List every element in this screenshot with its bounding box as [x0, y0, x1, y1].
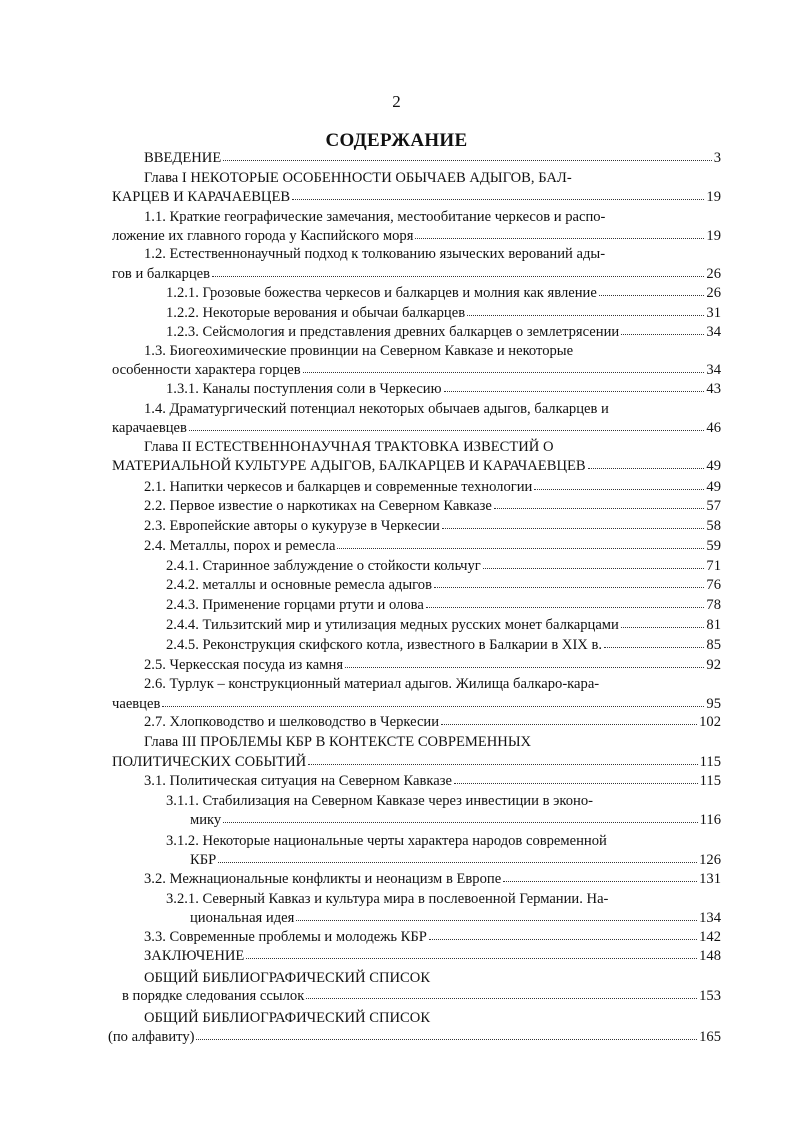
toc-entry-title: циональная идея: [190, 910, 295, 926]
toc-entry: [112, 753, 721, 772]
dot-leader: [441, 720, 697, 725]
toc-entry: [144, 928, 721, 947]
toc-entry-page: 49: [706, 458, 721, 474]
toc-entry-title: 2.3. Европейские авторы о кукурузе в Черкесии: [144, 518, 440, 534]
toc-entry: [122, 987, 721, 1006]
toc-entry-page: 85: [706, 637, 721, 653]
toc-entry: [166, 596, 721, 615]
toc-entry-title: ложение их главного города у Каспийского моря: [112, 228, 414, 244]
toc-entry: [166, 557, 721, 576]
toc-entry-title-line: Глава I НЕКОТОРЫЕ ОСОБЕННОСТИ ОБЫЧАЕВ АДЫГОВ, БАЛ-: [144, 170, 572, 186]
dot-leader: [292, 195, 704, 200]
toc-entry-title: 2.5. Черкесская посуда из камня: [144, 657, 344, 673]
toc-entry-page: 116: [699, 812, 721, 828]
toc-entry-page: 131: [699, 871, 721, 887]
toc-entry-title: МАТЕРИАЛЬНОЙ КУЛЬТУРЕ АДЫГОВ, БАЛКАРЦЕВ И КАРАЧАЕВЦЕВ: [112, 458, 586, 474]
toc-entry-title: мику: [190, 812, 222, 828]
toc-entry: [112, 419, 721, 438]
toc-entry-title: 2.4.4. Тильзитский мир и утилизация медных русских монет балкарцами: [166, 617, 619, 633]
toc-entry-page: 71: [706, 558, 721, 574]
dot-leader: [415, 234, 704, 239]
toc-entry-title: 3.3. Современные проблемы и молодежь КБР: [144, 929, 427, 945]
dot-leader: [223, 156, 711, 161]
toc-entry: [166, 284, 721, 303]
toc-entry-title: КБР: [190, 852, 217, 868]
dot-leader: [308, 760, 697, 765]
toc-entry: [144, 870, 721, 889]
toc-entry-page: 134: [699, 910, 721, 926]
toc-entry-title: 2.4.1. Старинное заблуждение о стойкости кольчуг: [166, 558, 481, 574]
dot-leader: [196, 1035, 697, 1040]
toc-entry-title-line: ОБЩИЙ БИБЛИОГРАФИЧЕСКИЙ СПИСОК: [144, 1010, 431, 1026]
toc-entry-title: 2.2. Первое известие о наркотиках на Северном Кавказе: [144, 498, 492, 514]
dot-leader: [345, 663, 704, 668]
dot-leader: [534, 485, 704, 490]
toc-entry-page: 31: [706, 305, 721, 321]
toc-entry-page: 34: [706, 362, 721, 378]
toc-entry: [144, 656, 721, 675]
toc-entry: [144, 497, 721, 516]
toc-entry-title: карачаевцев: [112, 420, 187, 436]
toc-entry-page: 19: [706, 189, 721, 205]
toc-entry-page: 95: [706, 696, 721, 712]
toc-entry: [166, 380, 721, 399]
toc-entry-title: 2.4. Металлы, порох и ремесла: [144, 538, 336, 554]
toc-entry-page: 165: [699, 1029, 721, 1045]
toc-entry-page: 34: [706, 324, 721, 340]
toc-entry-title: 1.2.2. Некоторые верования и обычаи балкарцев: [166, 305, 466, 321]
dot-leader: [434, 583, 704, 588]
dot-leader: [454, 779, 698, 784]
toc-entry-page: 57: [706, 498, 721, 514]
toc-entry-title: ПОЛИТИЧЕСКИХ СОБЫТИЙ: [112, 754, 307, 770]
toc-entry: [112, 227, 721, 246]
page-title: СОДЕРЖАНИЕ: [325, 130, 468, 151]
toc-entry-title: 2.1. Напитки черкесов и балкарцев и современные технологии: [144, 479, 533, 495]
toc-entry: [112, 361, 721, 380]
toc-entry-title-line: 3.1.1. Стабилизация на Северном Кавказе через инвестиции в эконо-: [166, 793, 593, 809]
toc-entry-title-line: 3.2.1. Северный Кавказ и культура мира в послевоенной Германии. На-: [166, 891, 609, 907]
toc-entry-title: чаевцев: [112, 696, 161, 712]
dot-leader: [218, 858, 697, 863]
toc-entry: [112, 265, 721, 284]
toc-entry: [190, 909, 721, 928]
dot-leader: [442, 524, 705, 529]
toc-entry-page: 115: [699, 773, 721, 789]
toc-entry-title-line: Глава II ЕСТЕСТВЕННОНАУЧНАЯ ТРАКТОВКА ИЗВЕСТИЙ О: [144, 439, 554, 455]
toc-entry-title: 1.2.1. Грозовые божества черкесов и балкарцев и молния как явление: [166, 285, 597, 301]
toc-entry-title: ВВЕДЕНИЕ: [144, 150, 222, 166]
dot-leader: [246, 954, 697, 959]
toc-entry-page: 46: [706, 420, 721, 436]
toc-entry-page: 92: [706, 657, 721, 673]
toc-entry-title-line: ОБЩИЙ БИБЛИОГРАФИЧЕСКИЙ СПИСОК: [144, 970, 431, 986]
toc-entry-title: 1.2.3. Сейсмология и представления древних балкарцев о землетрясении: [166, 324, 620, 340]
dot-leader: [503, 877, 697, 882]
dot-leader: [296, 916, 697, 921]
toc-entry: [190, 811, 721, 830]
dot-leader: [621, 330, 704, 335]
toc-entry: [144, 478, 721, 497]
dot-leader: [494, 504, 705, 509]
dot-leader: [429, 935, 697, 940]
toc-entry-title-line: 3.1.2. Некоторые национальные черты характера народов современной: [166, 833, 607, 849]
toc-entry-title: КАРЦЕВ И КАРАЧАЕВЦЕВ: [112, 189, 291, 205]
toc-entry-page: 126: [699, 852, 721, 868]
toc-entry-page: 19: [706, 228, 721, 244]
toc-entry: [166, 323, 721, 342]
dot-leader: [483, 564, 705, 569]
toc-entry: [112, 695, 721, 714]
toc-entry-page: 49: [706, 479, 721, 495]
toc-entry-title: 2.4.5. Реконструкция скифского котла, известного в Балкарии в XIX в.: [166, 637, 603, 653]
toc-entry-page: 43: [706, 381, 721, 397]
toc-entry-page: 142: [699, 929, 721, 945]
toc-entry-page: 3: [713, 150, 721, 166]
dot-leader: [621, 623, 705, 628]
toc-entry-page: 78: [706, 597, 721, 613]
toc-entry-title: 2.4.3. Применение горцами ртути и олова: [166, 597, 424, 613]
dot-leader: [599, 291, 705, 296]
toc-entry: [144, 517, 721, 536]
dot-leader: [588, 464, 705, 469]
toc-entry: [144, 149, 721, 168]
toc-entry-title-line: 1.1. Краткие географические замечания, местообитание черкесов и распо-: [144, 209, 606, 225]
dot-leader: [337, 544, 704, 549]
toc-entry-title-line: 2.6. Турлук – конструкционный материал адыгов. Жилища балкаро-кара-: [144, 676, 600, 692]
toc-entry-title: 3.2. Межнациональные конфликты и неонацизм в Европе: [144, 871, 502, 887]
toc-entry-title: 3.1. Политическая ситуация на Северном Кавказе: [144, 773, 452, 789]
toc-entry-title: 2.4.2. металлы и основные ремесла адыгов: [166, 577, 432, 593]
toc-entry: [144, 772, 721, 791]
toc-entry-title-line: Глава III ПРОБЛЕМЫ КБР В КОНТЕКСТЕ СОВРЕМЕННЫХ: [144, 734, 532, 750]
dot-leader: [444, 387, 705, 392]
toc-entry-page: 153: [699, 988, 721, 1004]
toc-entry: [166, 576, 721, 595]
toc-entry-page: 148: [699, 948, 721, 964]
dot-leader: [306, 994, 697, 999]
dot-leader: [223, 818, 697, 823]
dot-leader: [426, 603, 705, 608]
toc-entry-title: (по алфавиту): [108, 1029, 195, 1045]
toc-entry-title-line: 1.2. Естественнонаучный подход к толкованию языческих верований ады-: [144, 246, 606, 262]
dot-leader: [189, 426, 705, 431]
toc-entry: [108, 1028, 721, 1047]
dot-leader: [604, 643, 704, 648]
toc-entry: [144, 713, 721, 732]
dot-leader: [303, 368, 705, 373]
toc-entry-page: 26: [706, 285, 721, 301]
toc-entry-title: гов и балкарцев: [112, 266, 211, 282]
toc-entry: [112, 188, 721, 207]
toc-entry-title: 1.3.1. Каналы поступления соли в Черкесию: [166, 381, 442, 397]
toc-entry-page: 115: [699, 754, 721, 770]
toc-entry: [166, 616, 721, 635]
toc-entry-title-line: 1.3. Биогеохимические провинции на Северном Кавказе и некоторые: [144, 343, 574, 359]
page-number: 2: [392, 92, 401, 111]
toc-entry-title: особенности характера горцев: [112, 362, 301, 378]
toc-entry-page: 26: [706, 266, 721, 282]
toc-entry-page: 102: [699, 714, 721, 730]
toc-entry: [166, 304, 721, 323]
toc-entry: [144, 947, 721, 966]
toc-entry-title-line: 1.4. Драматургический потенциал некоторых обычаев адыгов, балкарцев и: [144, 401, 609, 417]
dot-leader: [467, 311, 704, 316]
toc-entry-title: в порядке следования ссылок: [122, 988, 305, 1004]
toc-entry: [144, 537, 721, 556]
toc-entry-page: 76: [706, 577, 721, 593]
toc-entry: [166, 636, 721, 655]
toc-entry-title: ЗАКЛЮЧЕНИЕ: [144, 948, 245, 964]
toc-entry-page: 58: [706, 518, 721, 534]
toc-entry-page: 59: [706, 538, 721, 554]
toc-entry: [112, 457, 721, 476]
toc-entry: [190, 851, 721, 870]
toc-entry-page: 81: [706, 617, 721, 633]
toc-entry-title: 2.7. Хлопководство и шелководство в Черкесии: [144, 714, 440, 730]
dot-leader: [212, 272, 704, 277]
dot-leader: [162, 702, 704, 707]
